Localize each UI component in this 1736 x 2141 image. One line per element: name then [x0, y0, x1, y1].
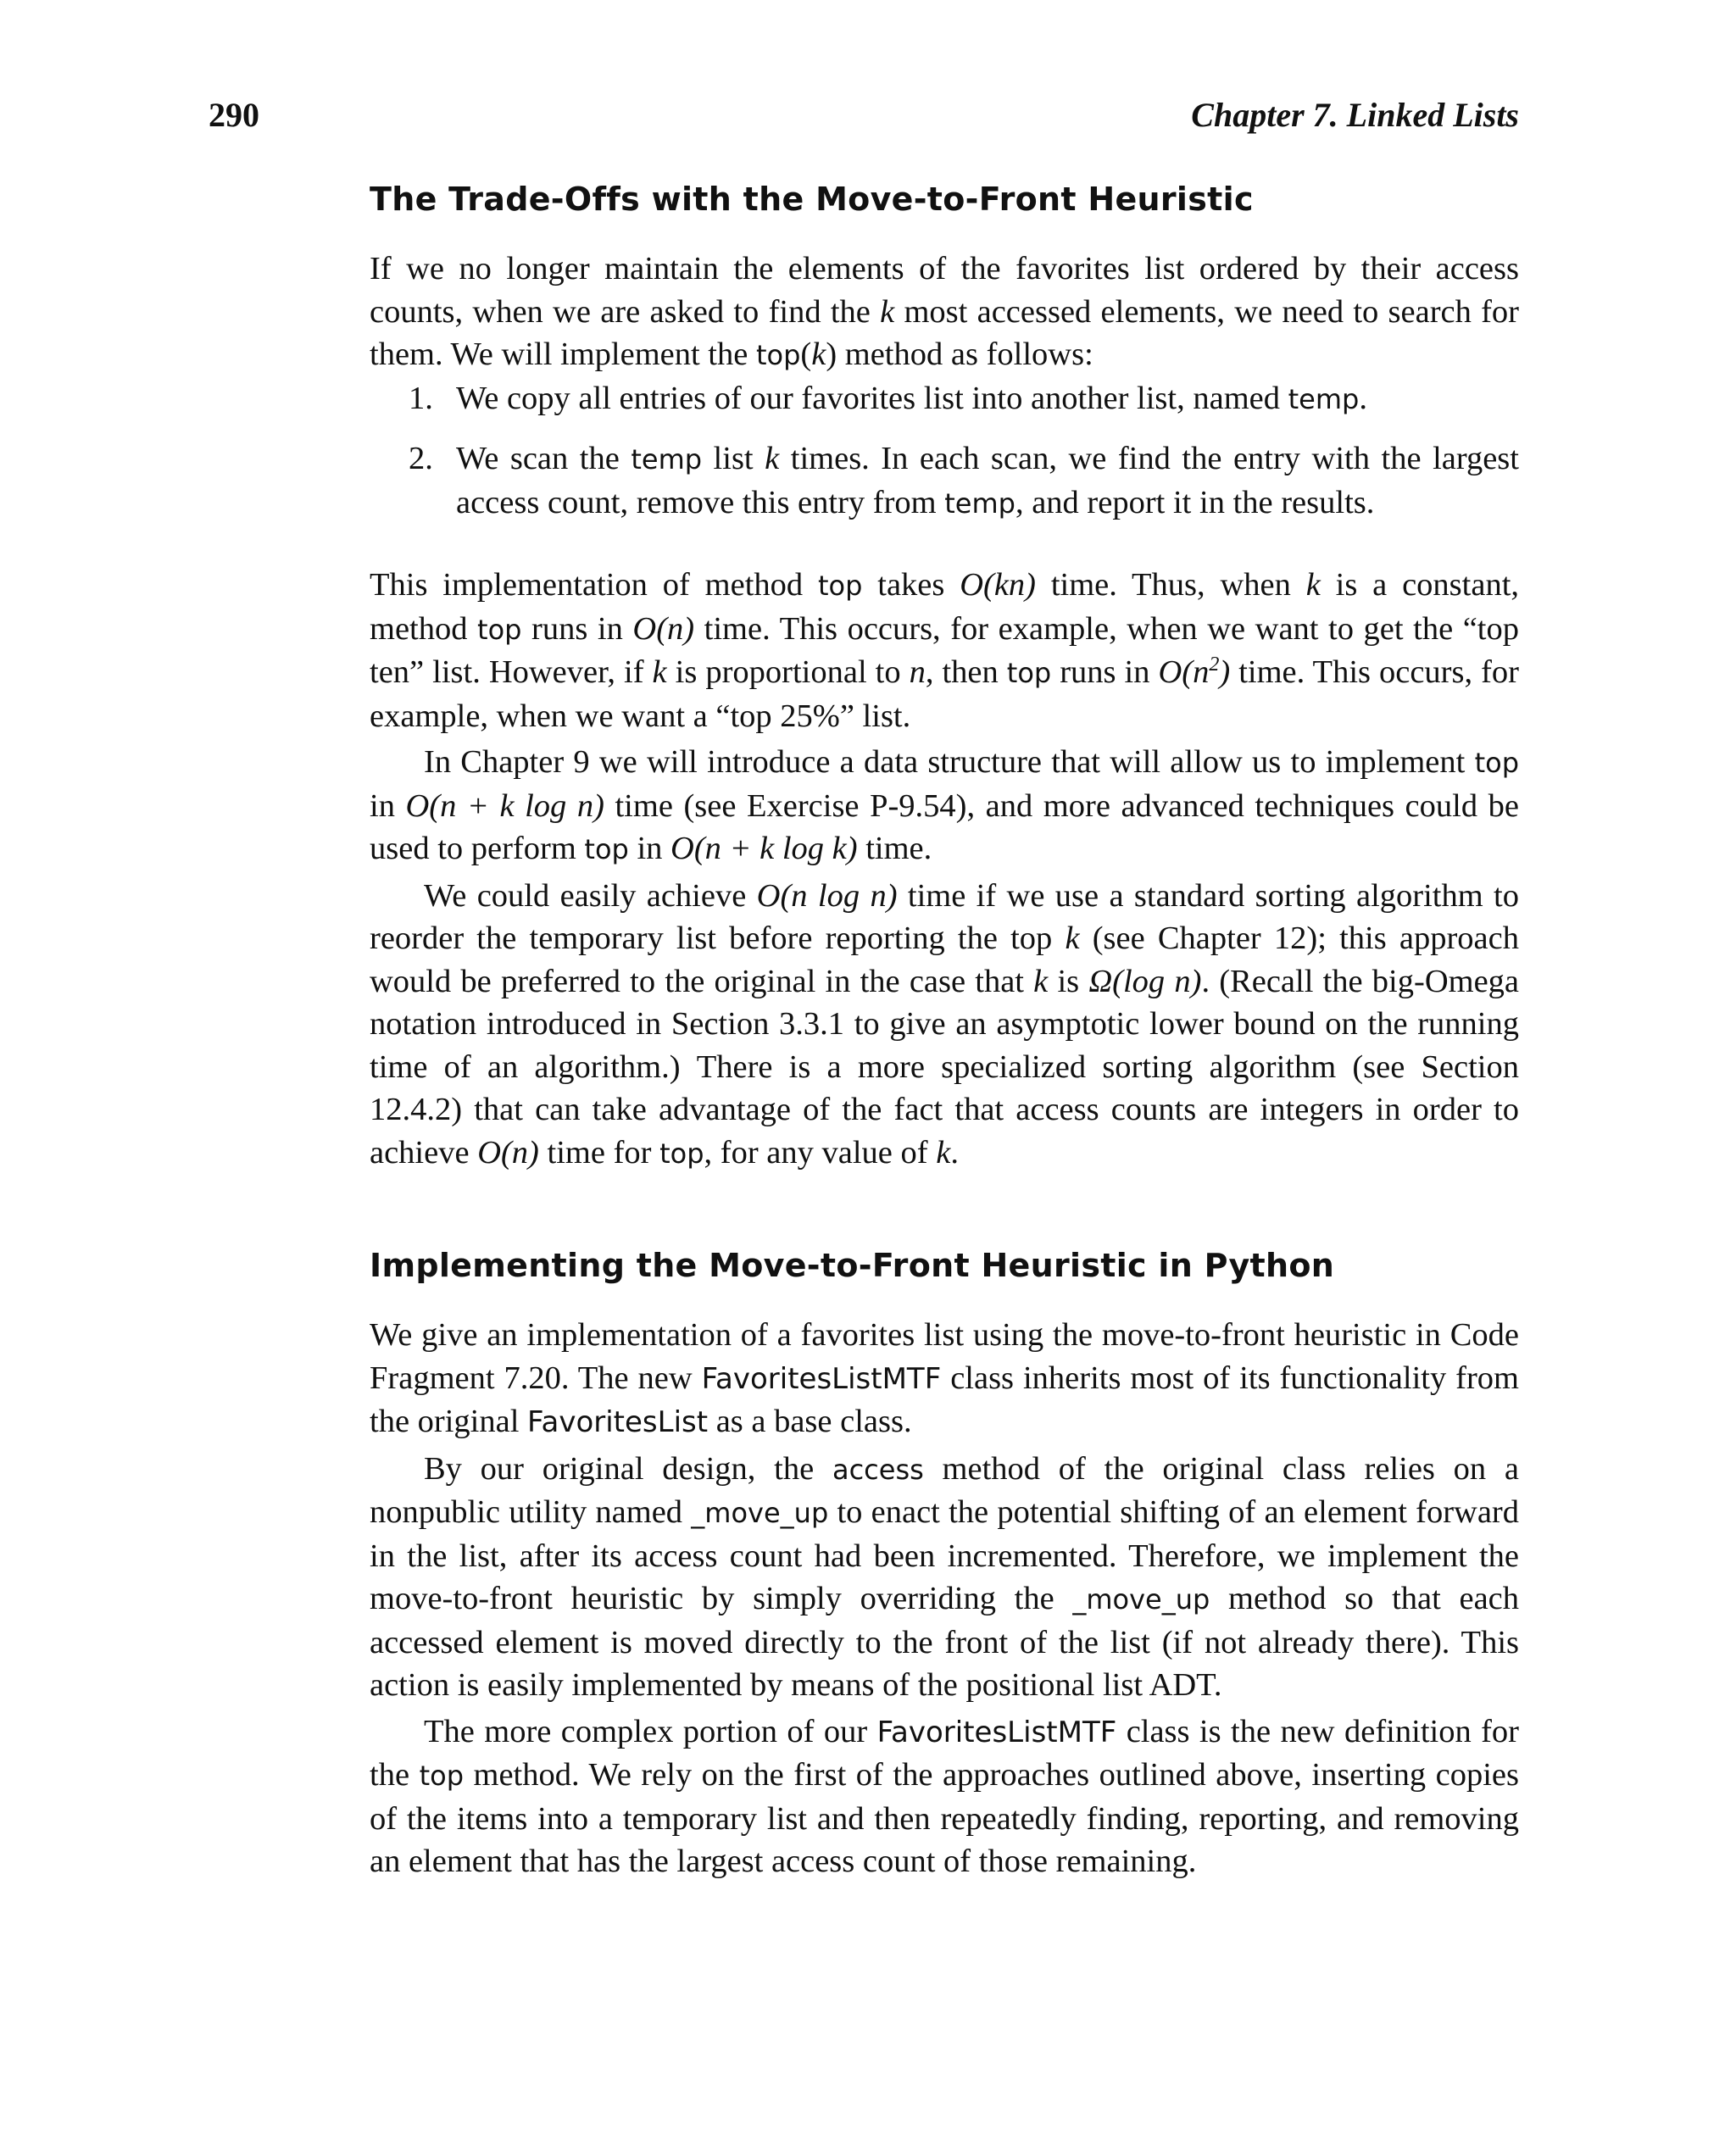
section-heading-tradeoffs: The Trade-Offs with the Move-to-Front Heuristic: [370, 181, 1254, 218]
section-heading-python: Implementing the Move-to-Front Heuristic in Python: [370, 1247, 1335, 1284]
intro-paragraph: If we no longer maintain the elements of the favorites list ordered by their access counts, when we are asked to find the k most accessed elements, we need to search for them. We will implement the top(k) method as follows:: [370, 251, 1519, 372]
list-item: 2. We scan the temp list k times. In each scan, we find the entry with the largest access count, remove this entry from temp, and report it in the results.: [370, 437, 1519, 525]
complexity-paragraph: This implementation of method top takes O(kn) time. Thus, when k is a constant, method top runs in O(n) time. This occurs, for example, when we want to get the “top ten” list. However, if k is proportional to n, then top runs in $O(n^2)$ time. This occurs, for example, when we want a “top 25%” list.: [370, 567, 1520, 734]
implementation-paragraph: We give an implementation of a favorites list using the move-to-front heuristic in Code Fragment 7.20. The new FavoritesListMTF class inherits most of its functionality from the original FavoritesList as a base class.: [370, 1317, 1519, 1439]
chapter-title: Chapter 7. Linked Lists: [1191, 96, 1519, 134]
design-paragraph: By our original design, the access method of the original class relies on a nonpublic utility named _move_up to enact the potential shifting of an element forward in the list, after its access count had been incremented. Therefore, we implement the move-to-front heuristic by simply overriding the _move_up method so that each accessed element is moved directly to the front of the list (if not already there). This action is easily implemented by means of the positional list ADT.: [370, 1450, 1519, 1703]
page-header: [209, 95, 1519, 146]
list-item: 1. We copy all entries of our favorites list into another list, named temp.: [370, 377, 1519, 421]
page-body: [370, 159, 1519, 1883]
top-method-paragraph: The more complex portion of our FavoritesListMTF class is the new definition for the top method. We rely on the first of the approaches outlined above, inserting copies of the items into a temporary list and then repeatedly finding, reporting, and removing an element that has the largest access count of those remaining.: [370, 1713, 1520, 1879]
step-number: 1.: [409, 380, 433, 416]
step-number: 2.: [409, 441, 433, 476]
page-number: 290: [209, 96, 259, 134]
sorting-paragraph: We could easily achieve O(n log n) time if we use a standard sorting algorithm to reorder the temporary list before reporting the top k (see Chapter 12); this approach would be preferred to the original in the case that k is Ω(log n). (Recall the big-Omega notation introduced in Section 3.3.1 to give an asymptotic lower bound on the running time of an algorithm.) There is a more specialized sorting algorithm (see Section 12.4.2) that can take advantage of the fact that access counts are integers in order to achieve O(n) time for top, for any value of k.: [370, 877, 1519, 1171]
steps-list: [370, 377, 1519, 526]
chapter9-paragraph: In Chapter 9 we will introduce a data structure that will allow us to implement top in O(n + k log n) time (see Exercise P-9.54), and more advanced techniques could be used to perform top in O(n + k log k) time.: [370, 744, 1519, 866]
